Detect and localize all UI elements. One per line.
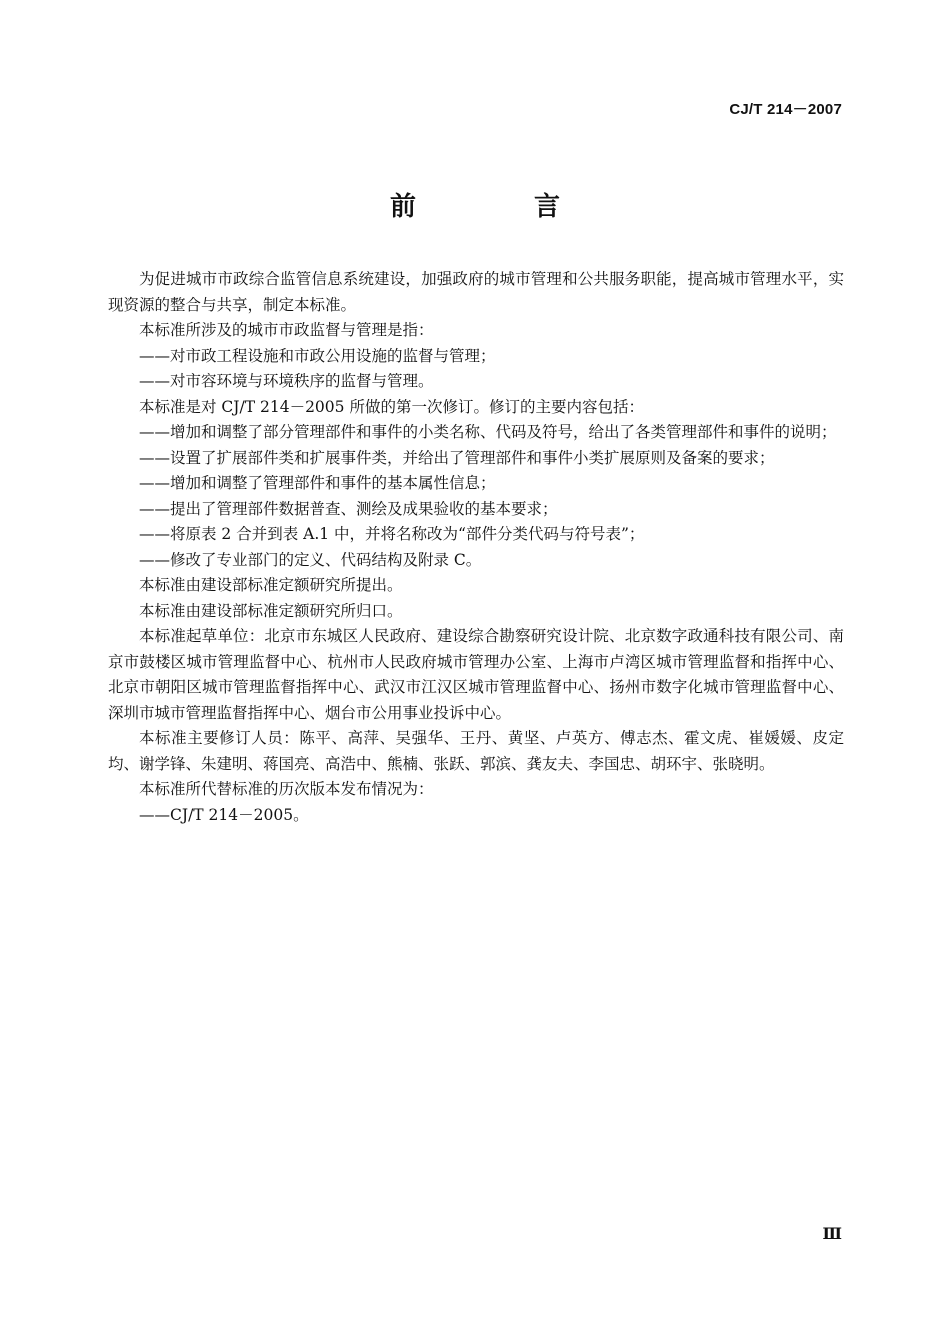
paragraph-drafting-units: 本标准起草单位：北京市东城区人民政府、建设综合勘察研究设计院、北京数字政通科技有限公司、南京市鼓楼区城市管理监督中心、杭州市人民政府城市管理办公室、上海市卢湾区城市管理监督和指挥中心、北京市朝阳区城市管理监督指挥中心、武汉市江汉区城市管理监督中心、扬州市数字化城市管理监督中心、深圳市城市管理监督指挥中心、烟台市公用事业投诉中心。	[108, 627, 844, 722]
document-body	[108, 267, 844, 828]
list-item: ——修改了专业部门的定义、代码结构及附录 C。	[139, 550, 482, 569]
list-item: ——对市政工程设施和市政公用设施的监督与管理；	[139, 346, 496, 365]
list-item: ——增加和调整了管理部件和事件的基本属性信息；	[139, 474, 496, 492]
page-number: Ⅲ	[822, 1226, 842, 1243]
list-item: ——设置了扩展部件类和扩展事件类，并给出了管理部件和事件小类扩展原则及备案的要求；	[139, 448, 775, 467]
standard-code: CJ/T 214－2007	[729, 101, 842, 118]
list-item: ——对市容环境与环境秩序的监督与管理。	[139, 372, 434, 390]
paragraph-administrator: 本标准由建设部标准定额研究所归口。	[139, 601, 403, 620]
paragraph-scope-intro: 本标准所涉及的城市市政监督与管理是指：	[139, 321, 434, 339]
paragraph-history-intro: 本标准所代替标准的历次版本发布情况为：	[139, 780, 434, 798]
list-item: ——将原表 2 合并到表 A.1 中，并将名称改为“部件分类代码与符号表”；	[139, 525, 645, 543]
list-item: ——增加和调整了部分管理部件和事件的小类名称、代码及符号，给出了各类管理部件和事件的说明；	[139, 423, 837, 441]
page-title: 前 言	[389, 192, 606, 222]
paragraph-drafters: 本标准主要修订人员：陈平、高萍、吴强华、王丹、黄坚、卢英方、傅志杰、霍文虎、崔媛媛、皮定均、谢学锋、朱建明、蒋国亮、高浩中、熊楠、张跃、郭滨、龚友夫、李国忠、胡环宇、张晓明。	[108, 729, 844, 773]
paragraph-purpose: 为促进城市市政综合监管信息系统建设，加强政府的城市管理和公共服务职能，提高城市管理水平，实现资源的整合与共享，制定本标准。	[108, 270, 844, 314]
list-item: ——CJ/T 214－2005。	[139, 805, 309, 824]
paragraph-revision-intro: 本标准是对 CJ/T 214－2005 所做的第一次修订。修订的主要内容包括：	[139, 397, 644, 416]
list-item: ——提出了管理部件数据普查、测绘及成果验收的基本要求；	[139, 499, 558, 518]
paragraph-proposer: 本标准由建设部标准定额研究所提出。	[139, 576, 403, 594]
